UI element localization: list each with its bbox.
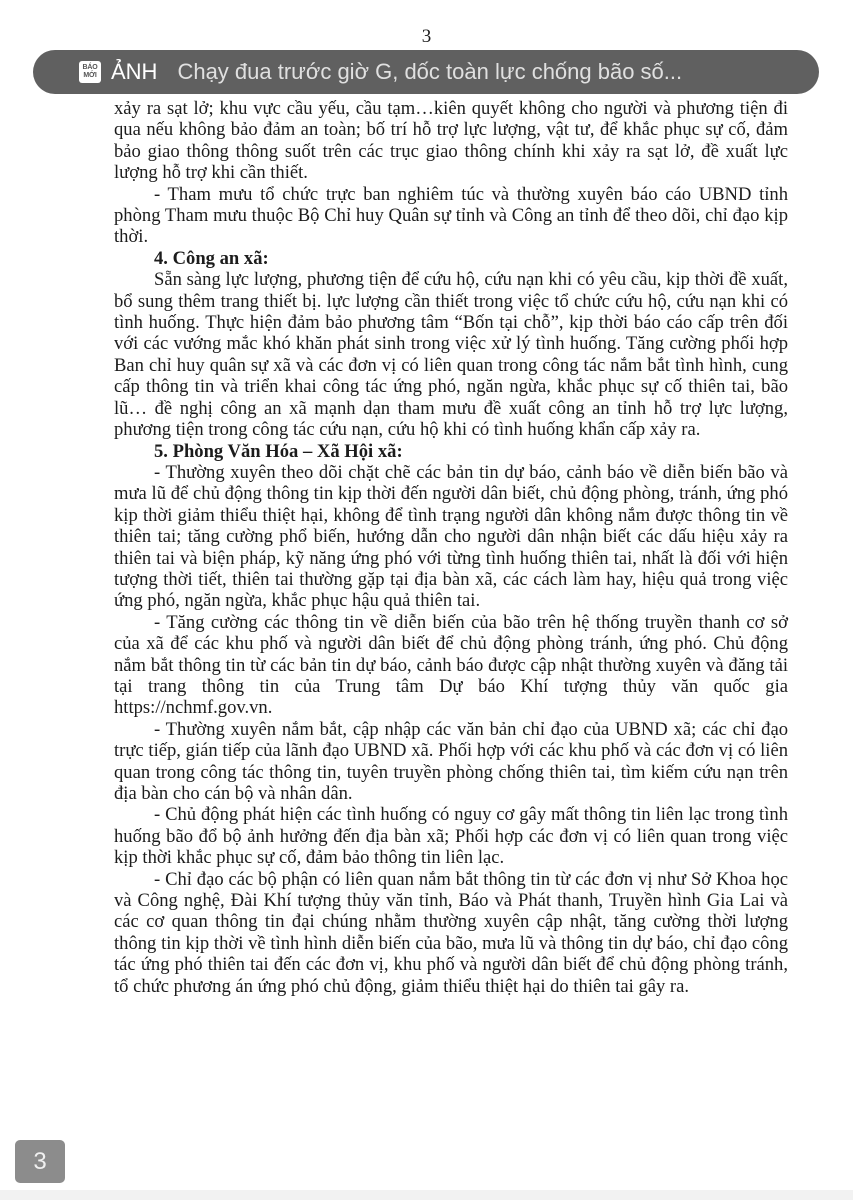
baomoi-logo-icon (79, 61, 101, 83)
continued-paragraph: xảy ra sạt lở; khu vực cầu yếu, cầu tạm…kiên quyết không cho người và phương tiện đi qua nếu không bảo đảm an toàn; bố trí hỗ trợ lực lượng, vật tư, để khắc phục sự cố, đảm bảo giao thông thông suốt trên các trục giao thông chính khi xảy ra sạt lở, đề xuất lực lượng hỗ trợ khi cần thiết. (114, 98, 788, 184)
section-5-paragraph: - Chỉ đạo các bộ phận có liên quan nắm bắt thông tin từ các đơn vị như Sở Khoa học và Công nghệ, Đài Khí tượng thủy văn tỉnh, Báo và Phát thanh, Truyền hình Gia Lai và các cơ quan thông tin đại chúng nhằm thường xuyên cập nhật, tăng cường thời lượng thông tin kịp thời về tình hình diễn biến của bão, mưa lũ và thông tin dự báo, chỉ đạo công tác ứng phó thiên tai đến các đơn vị, khu phố và người dân biết để chủ động phòng tránh, tổ chức phương án ứng phó chủ động, giảm thiểu thiệt hại do thiên tai gây ra. (114, 868, 788, 997)
page-indicator-badge: 3 (15, 1140, 65, 1183)
section-5-paragraph: - Chủ động phát hiện các tình huống có nguy cơ gây mất thông tin liên lạc trong tình huống bão đổ bộ ảnh hưởng đến địa bàn xã; Phối hợp các đơn vị có liên quan trong việc kịp thời khắc phục sự cố, đảm bảo thông tin liên lạc. (114, 804, 788, 869)
section-5-paragraph: - Thường xuyên theo dõi chặt chẽ các bản tin dự báo, cảnh báo về diễn biến bão và mưa lũ để chủ động thông tin kịp thời đến người dân biết, chủ động phòng, tránh, ứng phó kịp thời giảm thiểu thiệt hại, không để tình trạng người dân không nắm được thông tin về thiên tai; tăng cường phổ biến, hướng dẫn cho người dân nhận biết các dấu hiệu xảy ra thiên tai và biện pháp, kỹ năng ứng phó với từng tình huống thiên tai, nhất là đối với hiện tượng thời tiết, thiên tai thường gặp tại địa bàn xã, các cách làm hay, hiệu quả trong việc ứng phó, ngăn ngừa, khắc phục hậu quả thiên tai. (114, 461, 788, 612)
section-5-paragraph: - Thường xuyên nắm bắt, cập nhập các văn bản chỉ đạo của UBND xã; các chỉ đạo trực tiếp, gián tiếp của lãnh đạo UBND xã. Phối hợp với các khu phố và các đơn vị có liên quan trong công tác thông tin, tuyên truyền phòng chống thiên tai, tìm kiếm cứu nạn trên địa bàn cho cán bộ và nhân dân. (114, 718, 788, 804)
banner-label: ẢNH (111, 59, 158, 84)
section-4-paragraph: Sẵn sàng lực lượng, phương tiện để cứu hộ, cứu nạn khi có yêu cầu, kịp thời đề xuất, bổ sung thêm trang thiết bị. lực lượng cần thiết trong việc tổ chức cứu hộ, cứu nạn khi có tình huống. Thực hiện đảm bảo phương tâm “Bốn tại chỗ”, kịp thời báo cáo cấp trên đối với các vướng mắc khó khăn phát sinh trong việc xử lý tình huống. Tăng cường phối hợp Ban chỉ huy quân sự xã và các đơn vị có liên quan trong công tác nắm bắt tình hình, cung cấp thông tin và triển khai công tác ứng phó, ngăn ngừa, khắc phục sự cố thiên tai, bão lũ… đề nghị công an xã mạnh dạn tham mưu đề xuất công an tỉnh hỗ trợ lực lượng, phương tiện trong công tác cứu nạn, cứu hộ khi có tình huống khẩn cấp xảy ra. (114, 269, 788, 441)
document-page-number: 3 (421, 26, 432, 47)
paragraph-tham-muu: - Tham mưu tổ chức trực ban nghiêm túc và thường xuyên báo cáo UBND tỉnh phòng Tham mưu thuộc Bộ Chỉ huy Quân sự tỉnh và Công an tỉnh để theo dõi, chỉ đạo kịp thời. (114, 183, 788, 248)
document-body (114, 98, 788, 997)
section-5-heading: 5. Phòng Văn Hóa – Xã Hội xã: (154, 440, 403, 462)
bottom-bar (0, 1190, 853, 1200)
section-5-paragraph: - Tăng cường các thông tin về diễn biến của bão trên hệ thống truyền thanh cơ sở của xã để các khu phố và người dân biết để chủ động phòng tránh, ứng phó. Chủ động nắm bắt thông tin từ các bản tin dự báo, cảnh báo được cập nhật thường xuyên và đăng tải tại trang thông tin của Trung tâm Dự báo Khí tượng thủy văn quốc gia https://nchmf.gov.vn. (114, 611, 788, 719)
banner-title-link[interactable]: Chạy đua trước giờ G, dốc toàn lực chống bão số... (177, 59, 683, 84)
logo-line-1: BÁO (82, 64, 98, 71)
section-4-heading: 4. Công an xã: (154, 247, 269, 269)
article-banner[interactable] (33, 50, 819, 94)
logo-line-2: MỚI (83, 72, 97, 79)
